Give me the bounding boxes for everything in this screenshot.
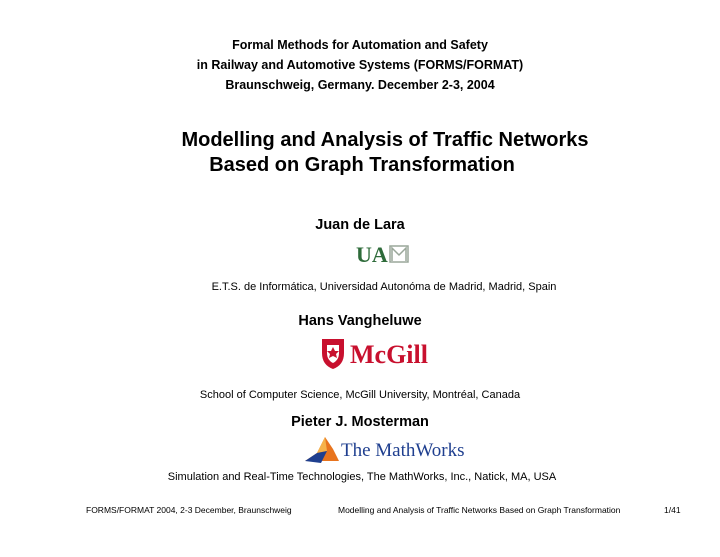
svg-text:UA: UA bbox=[356, 242, 388, 266]
affiliation-1: E.T.S. de Informática, Universidad Autonóma de Madrid, Madrid, Spain bbox=[211, 281, 557, 293]
footer-center: Modelling and Analysis of Traffic Networks Based on Graph Transformation bbox=[338, 505, 621, 515]
footer-page-number: 1/41 bbox=[664, 505, 681, 515]
svg-text:McGill: McGill bbox=[350, 340, 428, 369]
author-name-2: Hans Vangheluwe bbox=[298, 313, 422, 329]
mathworks-logo bbox=[303, 431, 465, 467]
conference-line-3: Braunschweig, Germany. December 2-3, 2004 bbox=[225, 78, 495, 92]
author-name-1: Juan de Lara bbox=[315, 217, 405, 233]
uam-logo bbox=[356, 242, 412, 266]
page-title-line-2: Based on Graph Transformation bbox=[209, 154, 515, 176]
affiliation-3: Simulation and Real-Time Technologies, The MathWorks, Inc., Natick, MA, USA bbox=[167, 471, 557, 483]
affiliation-2: School of Computer Science, McGill University, Montréal, Canada bbox=[199, 389, 521, 401]
mcgill-logo bbox=[318, 335, 448, 371]
svg-text:The MathWorks: The MathWorks bbox=[341, 440, 465, 461]
conference-line-1: Formal Methods for Automation and Safety bbox=[232, 38, 488, 52]
page-title-line-1: Modelling and Analysis of Traffic Networks bbox=[181, 129, 589, 151]
footer-left: FORMS/FORMAT 2004, 2-3 December, Braunschweig bbox=[86, 505, 292, 515]
author-name-3: Pieter J. Mosterman bbox=[291, 414, 429, 430]
conference-line-2: in Railway and Automotive Systems (FORMS/FORMAT) bbox=[196, 58, 524, 72]
